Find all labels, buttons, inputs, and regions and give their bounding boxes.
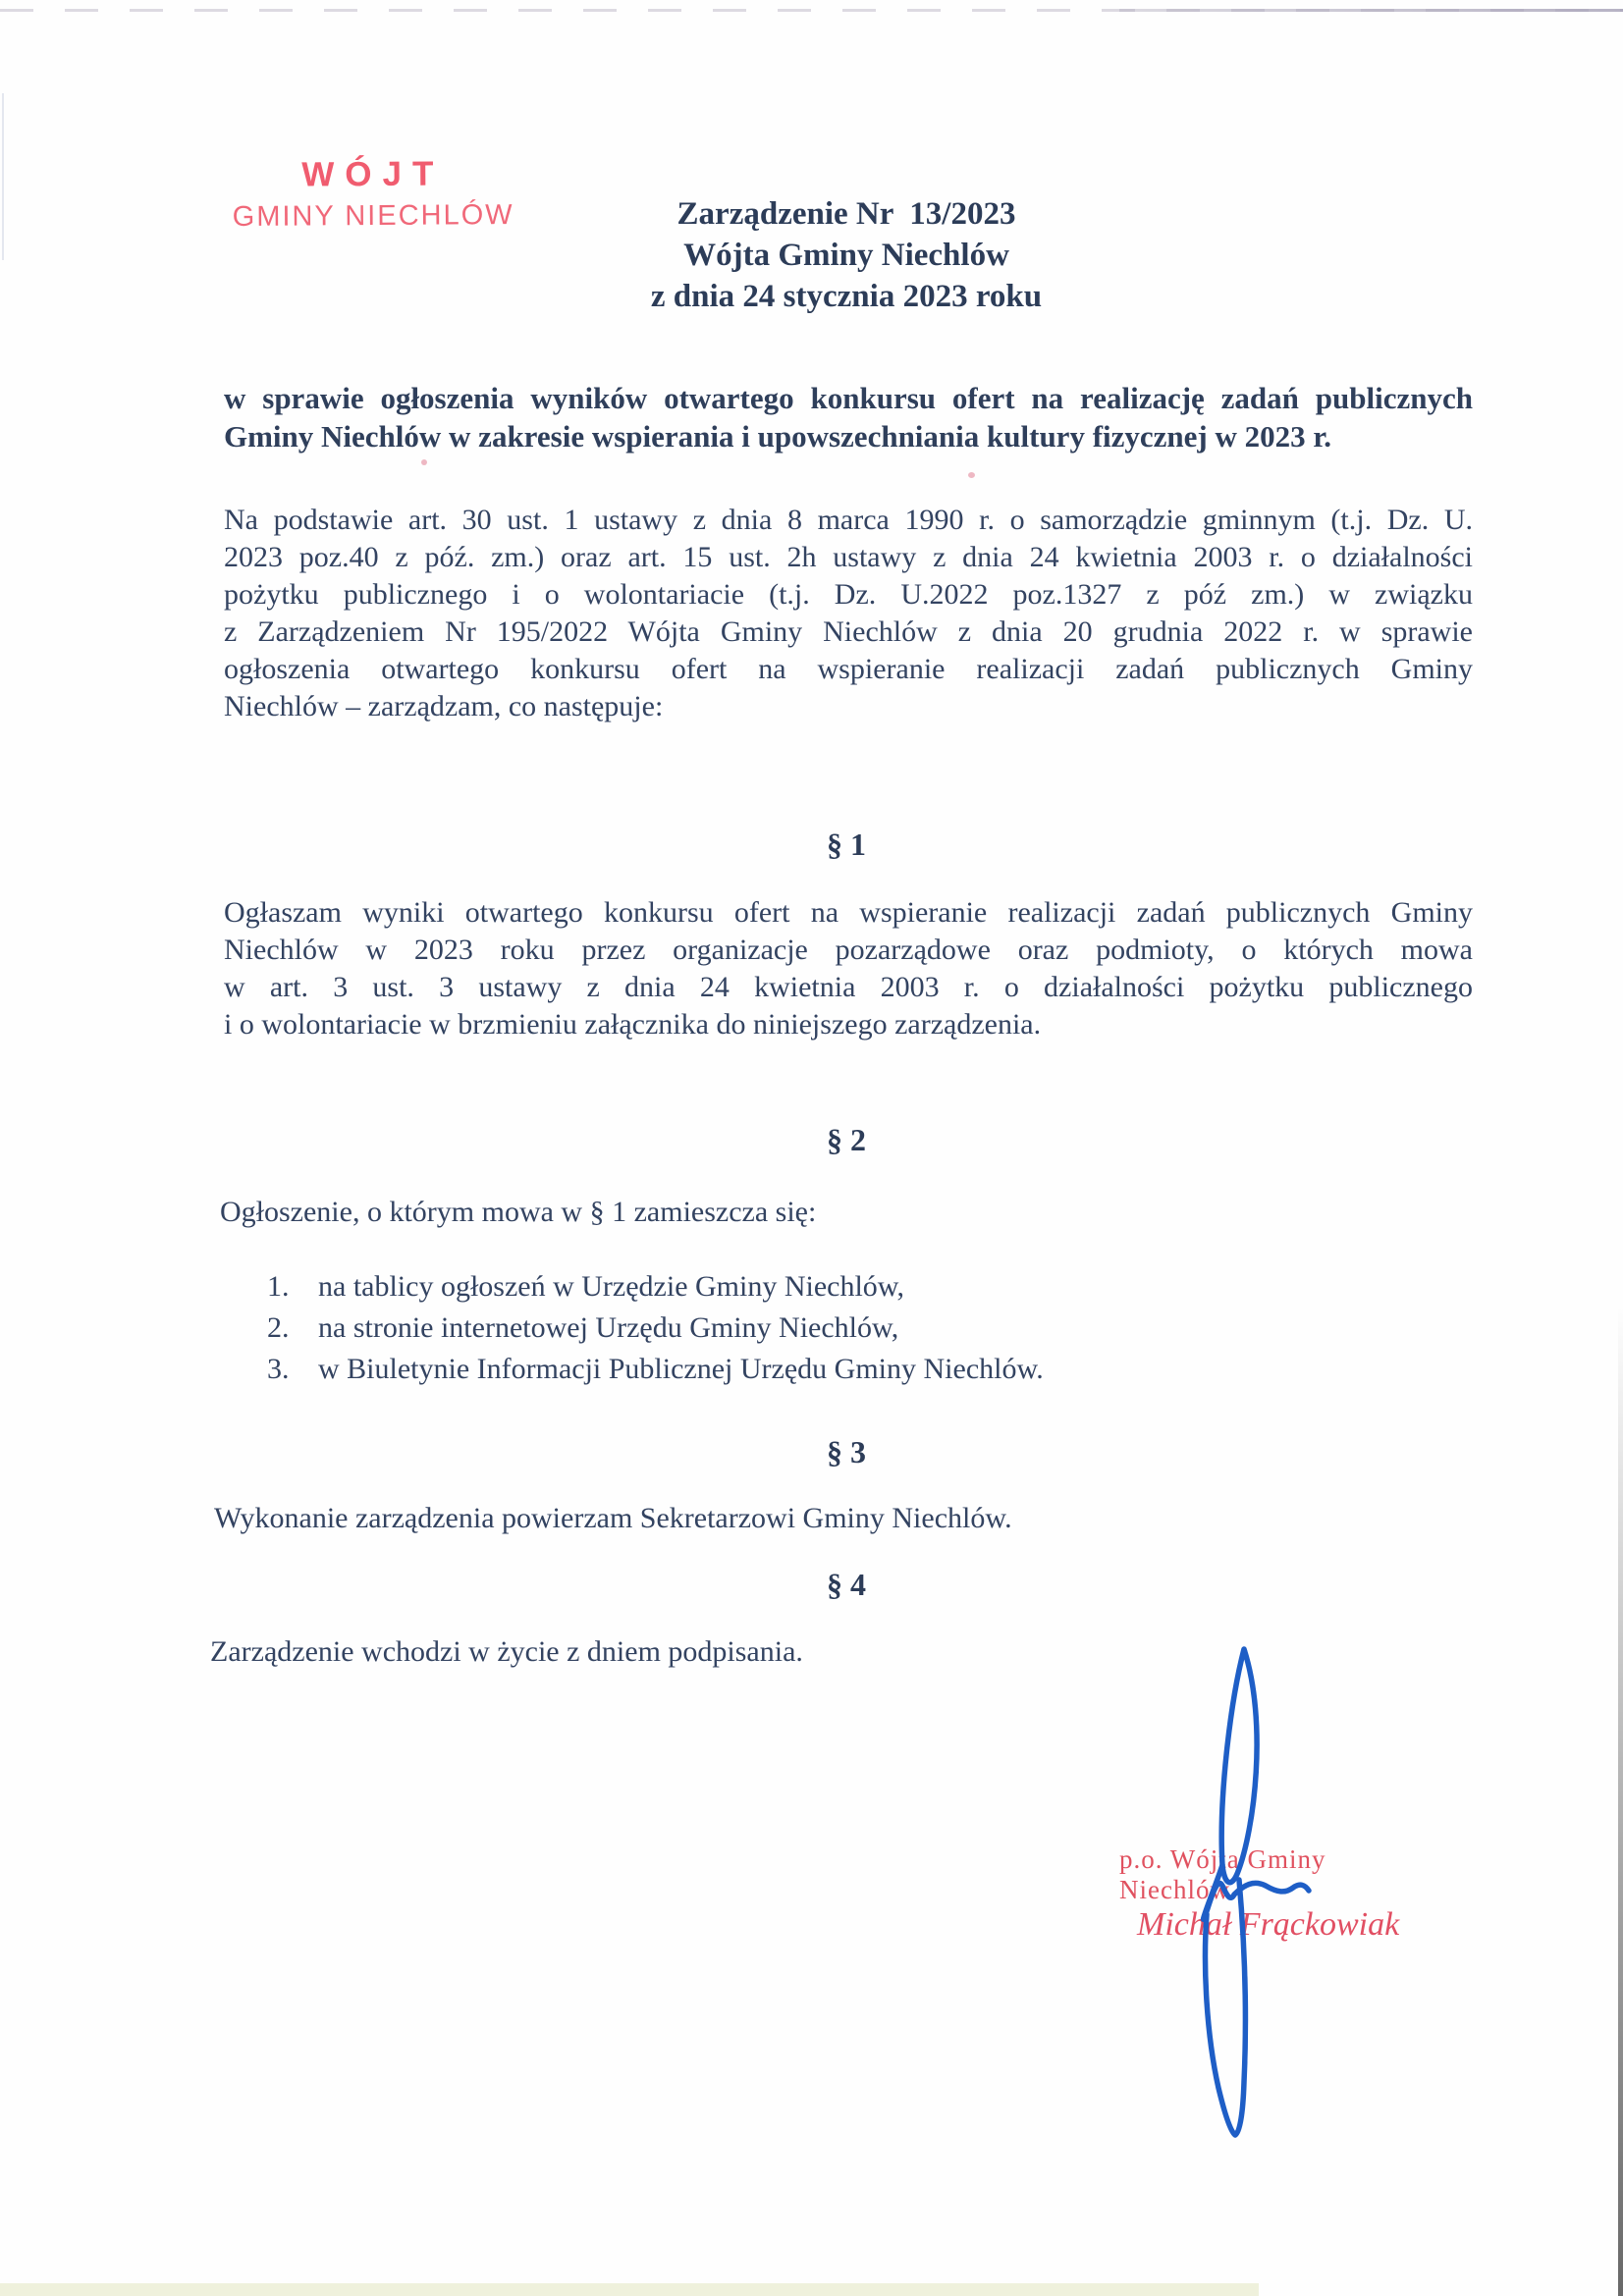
document-subject [224, 379, 1473, 455]
section-2-heading: § 2 [827, 1122, 866, 1157]
text-line: Niechlów w 2023 roku przez organizacje pozarządowe oraz podmioty, o których mowa [224, 934, 1473, 966]
list-item-number: 3. [267, 1353, 290, 1385]
scan-artifact-top-line-dark [1119, 9, 1623, 12]
section-3-body: Wykonanie zarządzenia powierzam Sekretarzowi Gminy Niechlów. [214, 1502, 1012, 1534]
list-item [267, 1266, 1044, 1308]
text-line: i o wolontariacie w brzmieniu załącznika do niniejszego zarządzenia. [224, 1008, 1042, 1041]
subject-line: Gminy Niechlów w zakresie wspierania i upowszechniania kultury fizycznej w 2023 r. [224, 419, 1332, 454]
signature-role-stamp: p.o. Wójta Gminy Niechlów [1119, 1844, 1326, 1904]
section-1-heading: § 1 [827, 827, 866, 862]
scan-speck [968, 472, 975, 478]
scan-artifact-left-line [2, 93, 4, 260]
text-line: Niechlów – zarządzam, co następuje: [224, 690, 664, 722]
office-stamp-line2: GMINY NIECHLÓW [232, 198, 514, 234]
title-line-date: z dnia 24 stycznia 2023 roku [650, 279, 1043, 314]
scan-artifact-bottom-band [0, 2283, 1259, 2296]
list-item [267, 1308, 1044, 1349]
legal-preamble [224, 502, 1473, 725]
handwritten-signature [1173, 1641, 1370, 2152]
document-title [224, 193, 1469, 317]
list-item-number: 2. [267, 1311, 290, 1344]
text-line: Na podstawie art. 30 ust. 1 ustawy z dnia 8 marca 1990 r. o samorządzie gminnym (t.j. Dz. U. [224, 504, 1473, 536]
list-item-text: w Biuletynie Informacji Publicznej Urzędu Gminy Niechlów. [318, 1353, 1044, 1385]
text-line: w art. 3 ust. 3 ustawy z dnia 24 kwietnia 2003 r. o działalności pożytku publicznego [224, 971, 1473, 1003]
list-item-number: 1. [267, 1270, 290, 1303]
signature-name-stamp: Michał Frąckowiak [1137, 1906, 1400, 1943]
scan-speck [421, 459, 427, 465]
section-3-heading: § 3 [827, 1434, 866, 1469]
signature-stroke [1204, 1865, 1309, 1919]
subject-line: w sprawie ogłoszenia wyników otwartego konkursu ofert na realizację zadań publicznych [224, 381, 1473, 415]
text-line: ogłoszenia otwartego konkursu ofert na wspieranie realizacji zadań publicznych Gminy [224, 653, 1473, 685]
publication-list [267, 1266, 1044, 1390]
list-item-text: na stronie internetowej Urzędu Gminy Niechlów, [318, 1311, 899, 1344]
title-line-issuer: Wójta Gminy Niechlów [683, 238, 1009, 273]
signature-stroke [1206, 1880, 1246, 2135]
section-4-heading: § 4 [827, 1567, 866, 1602]
section-4-body: Zarządzenie wchodzi w życie z dniem podpisania. [210, 1635, 803, 1668]
office-stamp-line1: WÓJT [301, 154, 445, 194]
text-line: pożytku publicznego i o wolontariacie (t.j. Dz. U.2022 poz.1327 z póź zm.) w związku [224, 578, 1473, 611]
text-line: Ogłaszam wyniki otwartego konkursu ofert na wspieranie realizacji zadań publicznych Gminy [224, 896, 1473, 929]
list-item [267, 1349, 1044, 1390]
signature-stroke [1221, 1649, 1257, 1883]
title-line-number: Zarządzenie Nr 13/2023 [676, 196, 1016, 232]
list-item-text: na tablicy ogłoszeń w Urzędzie Gminy Niechlów, [318, 1270, 905, 1303]
text-line: 2023 poz.40 z póź. zm.) oraz art. 15 ust. 2h ustawy z dnia 24 kwietnia 2003 r. o działalności [224, 541, 1473, 573]
scan-artifact-right-edge [1618, 1306, 1623, 2296]
section-2-intro: Ogłoszenie, o którym mowa w § 1 zamieszcza się: [220, 1196, 817, 1228]
section-1-body [224, 894, 1473, 1043]
text-line: z Zarządzeniem Nr 195/2022 Wójta Gminy Niechlów z dnia 20 grudnia 2022 r. w sprawie [224, 615, 1473, 648]
